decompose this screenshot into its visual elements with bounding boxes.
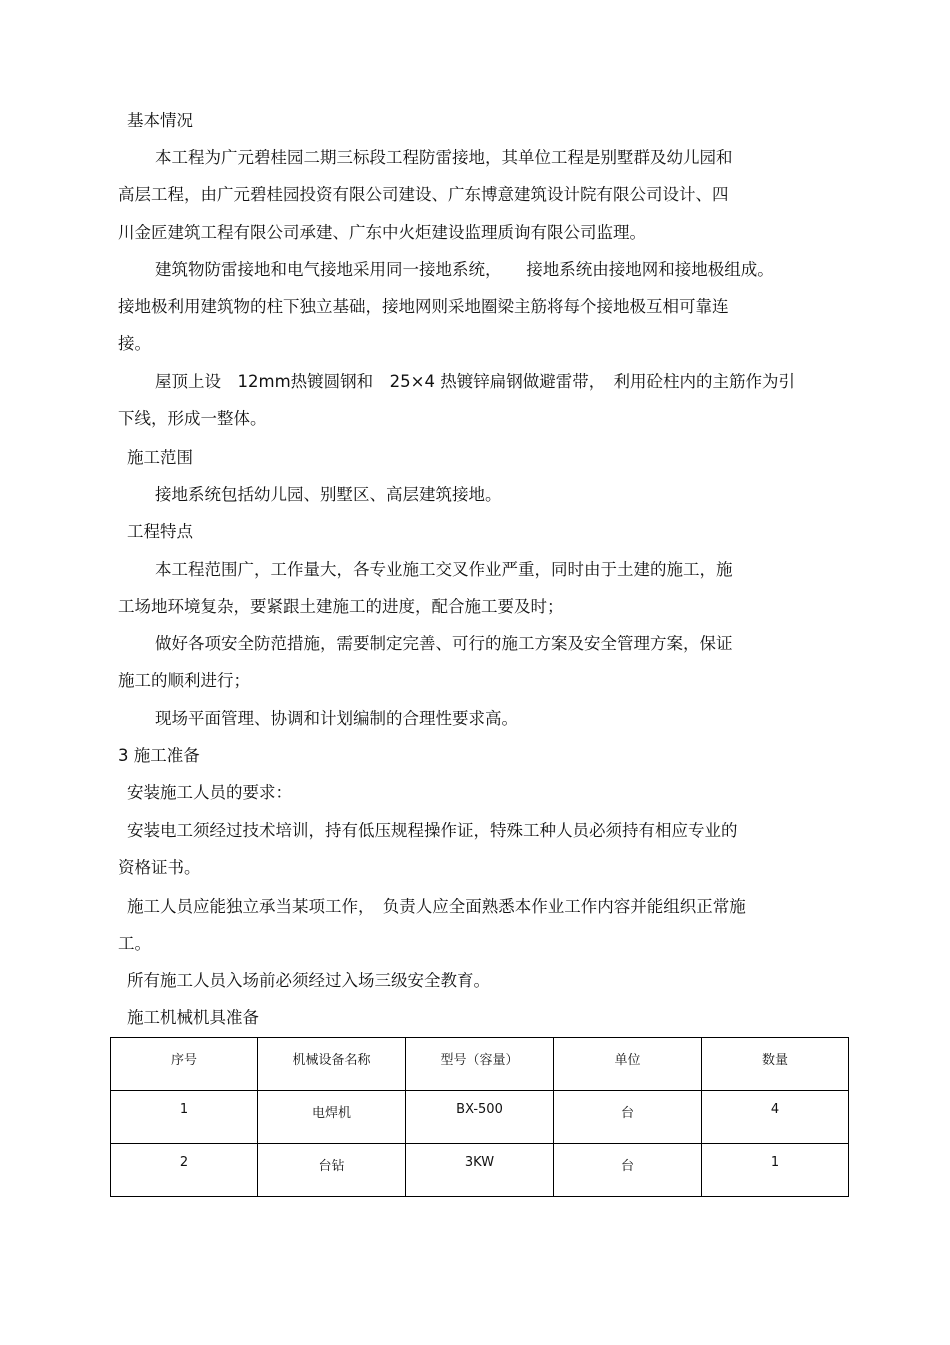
paragraph-line: 接地极利用建筑物的柱下独立基础，接地网则采地圈梁主筋将每个接地极互相可靠连: [118, 297, 729, 316]
table-header-cell: 机械设备名称: [258, 1038, 406, 1091]
table-cell: 3KW: [406, 1144, 554, 1197]
paragraph-line: 做好各项安全防范措施，需要制定完善、可行的施工方案及安全管理方案，保证: [155, 634, 733, 653]
section-heading: 工程特点: [127, 522, 193, 541]
table-row: [111, 1091, 849, 1144]
section-heading: 3 施工准备: [118, 746, 200, 765]
table-cell: BX-500: [406, 1091, 554, 1144]
paragraph-line: 建筑物防雷接地和电气接地采用同一接地系统， 接地系统由接地网和接地极组成。: [155, 260, 774, 279]
paragraph-line: 接地系统包括幼儿园、别墅区、高层建筑接地。: [155, 485, 502, 504]
table-cell: 2: [111, 1144, 258, 1197]
table-header-cell: 型号（容量）: [406, 1038, 554, 1091]
equipment-table: [110, 1037, 849, 1197]
table-cell: 台: [554, 1091, 702, 1144]
table-cell: 台钻: [258, 1144, 406, 1197]
table-header-row: [111, 1038, 849, 1091]
paragraph-line: 工。: [118, 934, 151, 953]
table-header-cell: 序号: [111, 1038, 258, 1091]
paragraph-line: 接。: [118, 334, 151, 353]
paragraph-line: 下线，形成一整体。: [118, 409, 267, 428]
section-heading: 施工机械机具准备: [127, 1008, 259, 1027]
table-cell: 1: [111, 1091, 258, 1144]
table-cell: 4: [702, 1091, 849, 1144]
paragraph-line: 施工人员应能独立承当某项工作， 负责人应全面熟悉本作业工作内容并能组织正常施: [127, 897, 746, 916]
paragraph-line: 本工程为广元碧桂园二期三标段工程防雷接地，其单位工程是别墅群及幼儿园和: [155, 148, 733, 167]
table-row: [111, 1144, 849, 1197]
paragraph-line: 川金匠建筑工程有限公司承建、广东中火炬建设监理质询有限公司监理。: [118, 223, 646, 242]
paragraph-line: 所有施工人员入场前必须经过入场三级安全教育。: [127, 971, 490, 990]
table-cell: 台: [554, 1144, 702, 1197]
table-cell: 电焊机: [258, 1091, 406, 1144]
paragraph-line: 现场平面管理、协调和计划编制的合理性要求高。: [155, 709, 518, 728]
table-header-cell: 单位: [554, 1038, 702, 1091]
section-heading: 安装施工人员的要求：: [127, 783, 292, 802]
paragraph-line: 资格证书。: [118, 858, 201, 877]
paragraph-line: 安装电工须经过技术培训，持有低压规程操作证，特殊工种人员必须持有相应专业的: [127, 821, 738, 840]
paragraph-line: 本工程范围广，工作量大，各专业施工交叉作业严重，同时由于土建的施工，施: [155, 560, 733, 579]
paragraph-line: 屋顶上设 12mm热镀圆钢和 25×4 热镀锌扁钢做避雷带， 利用砼柱内的主筋作为引: [155, 372, 795, 391]
paragraph-line: 施工的顺利进行；: [118, 671, 250, 690]
paragraph-line: 工场地环境复杂，要紧跟土建施工的进度，配合施工要及时；: [118, 597, 564, 616]
table-header-cell: 数量: [702, 1038, 849, 1091]
section-heading: 基本情况: [127, 111, 193, 130]
table-cell: 1: [702, 1144, 849, 1197]
paragraph-line: 高层工程，由广元碧桂园投资有限公司建设、广东博意建筑设计院有限公司设计、四: [118, 185, 729, 204]
section-heading: 施工范围: [127, 448, 193, 467]
